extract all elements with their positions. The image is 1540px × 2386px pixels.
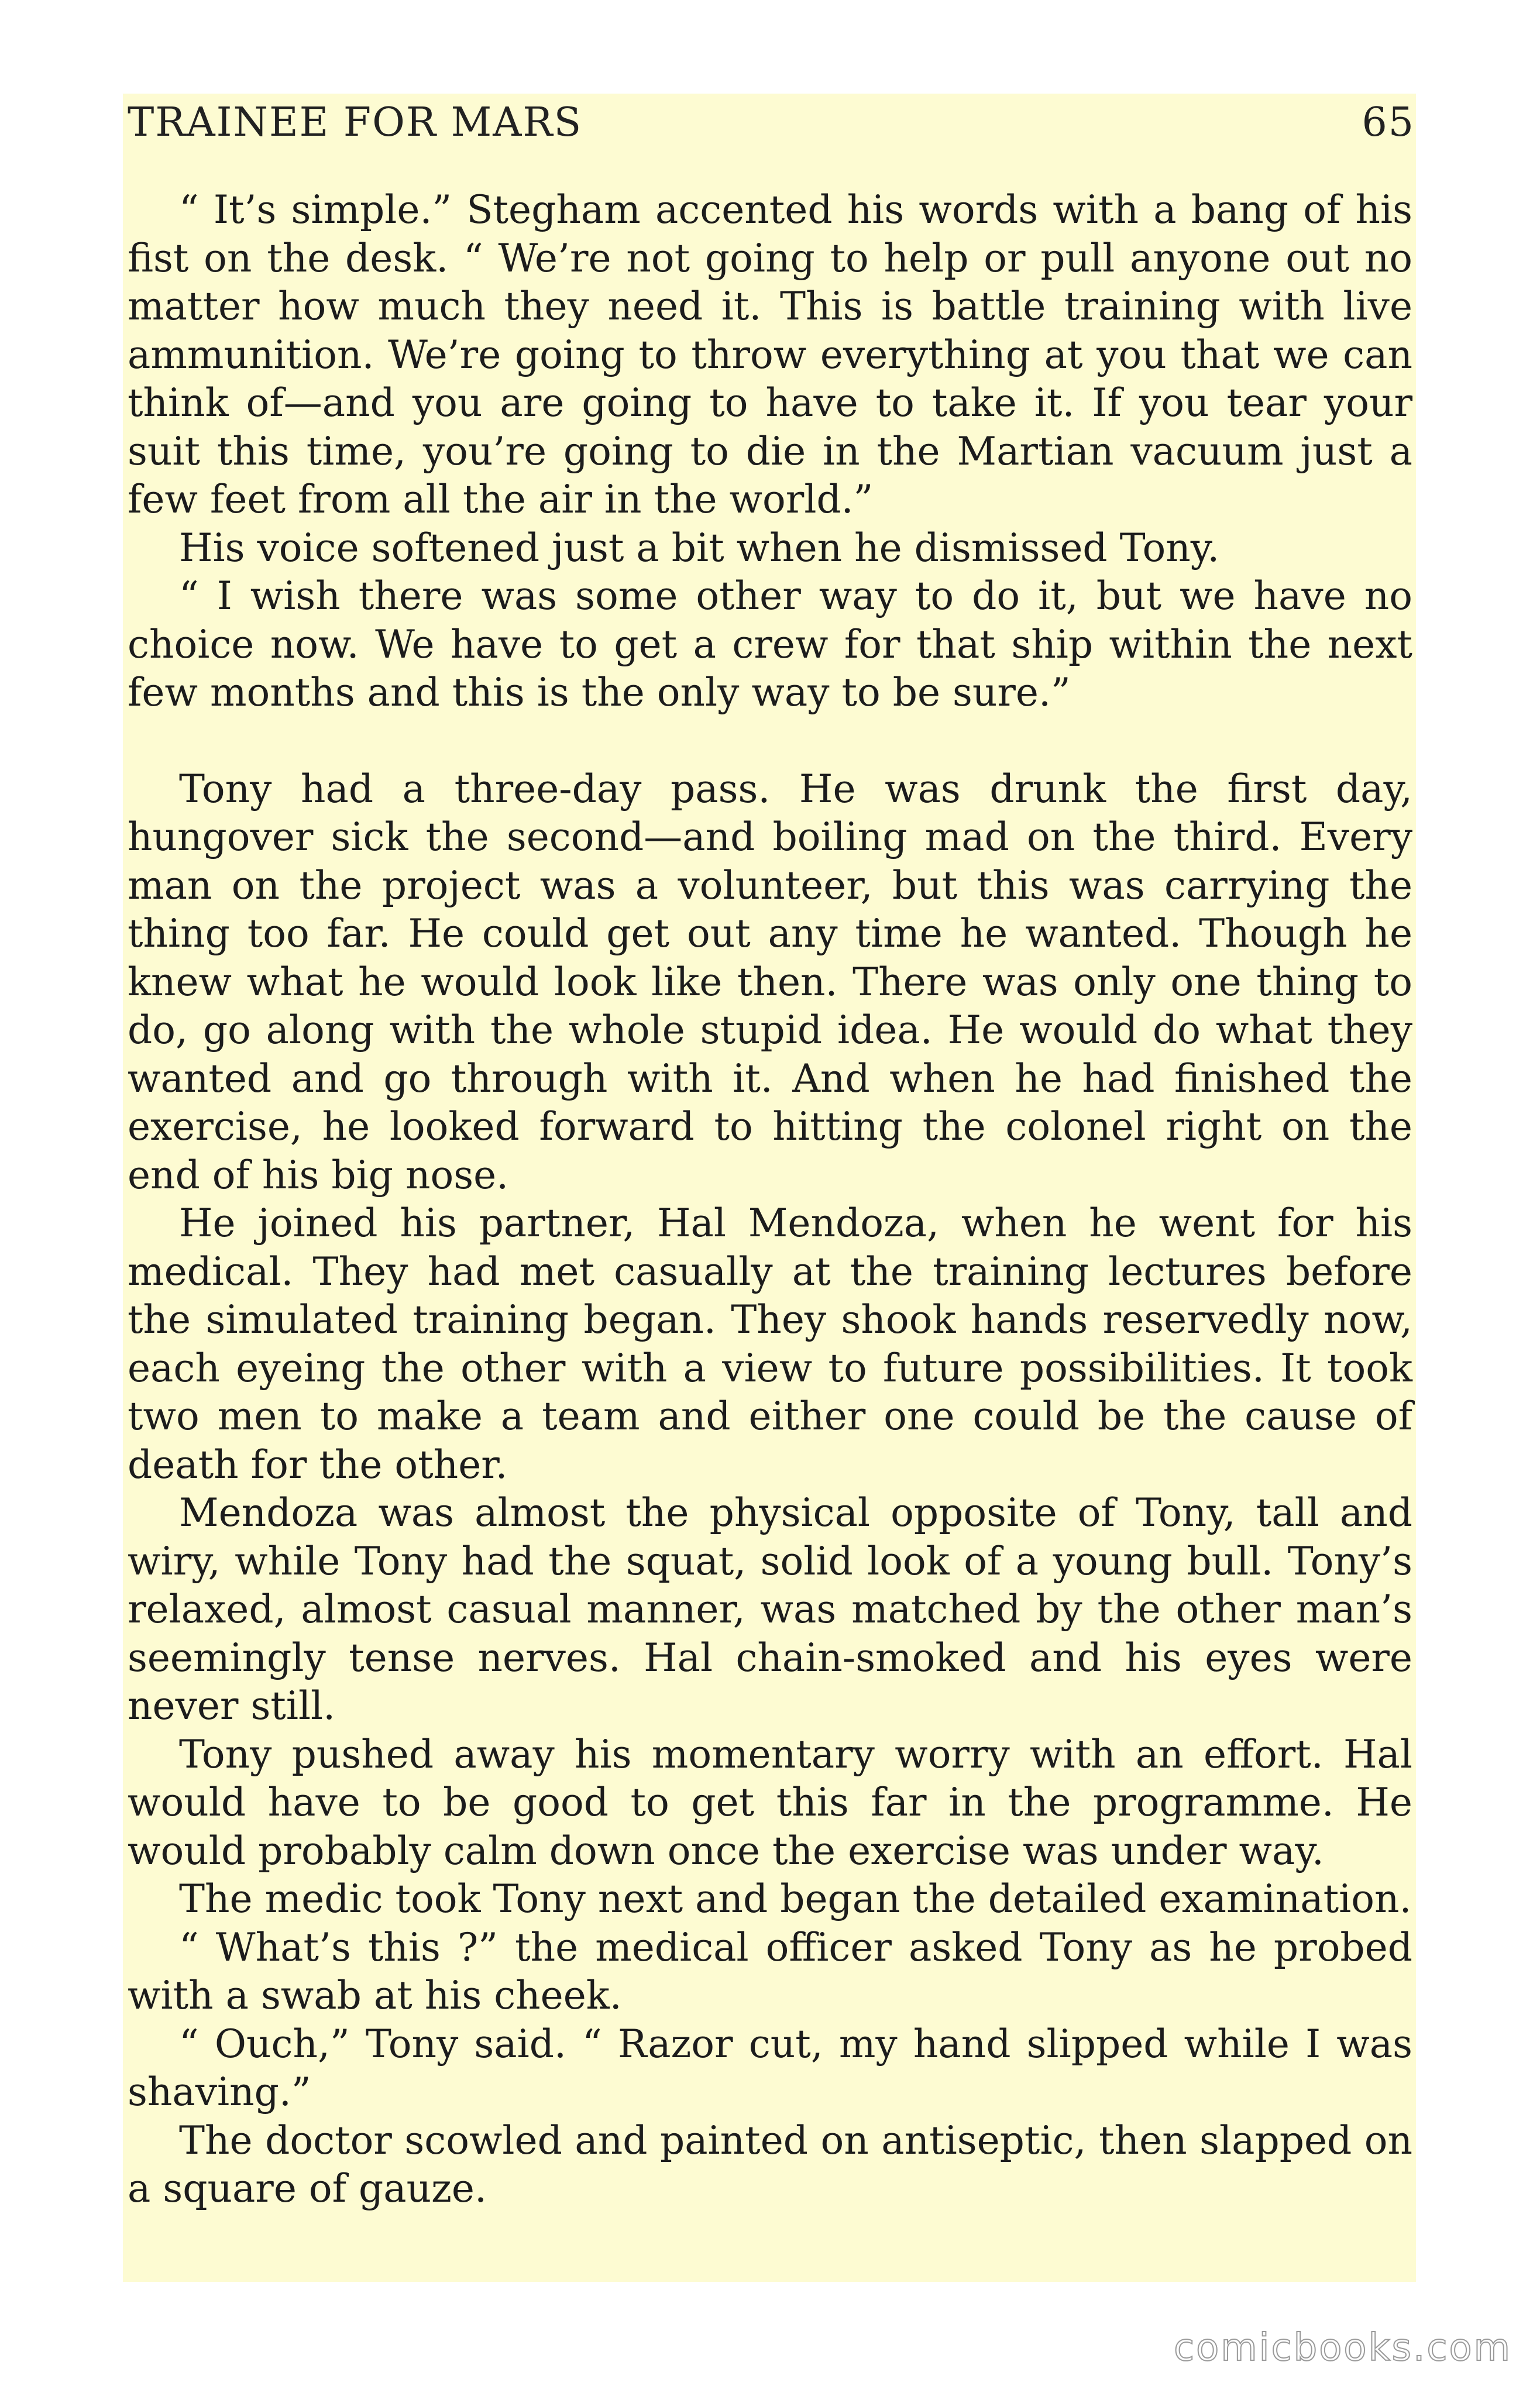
paragraph: “ It’s simple.” Stegham accented his words with a bang of his fist on the desk. “ We’re not going to help or pull anyone out no matter how much they need it. This is battle training with live ammunition. We’re going to throw everything at you that we can think of—and you are going to have to take it. If you tear your suit this time, you’re going to die in the Martian vacuum just a few feet from all the air in the world.” bbox=[128, 187, 1412, 522]
book-title: TRAINEE FOR MARS bbox=[128, 99, 583, 146]
page-number: 65 bbox=[1362, 99, 1415, 146]
paragraph: The doctor scowled and painted on antiseptic, then slapped on a square of gauze. bbox=[128, 2117, 1412, 2211]
paragraph: “ Ouch,” Tony said. “ Razor cut, my hand slipped while I was shaving.” bbox=[128, 2021, 1412, 2115]
paragraph: “ I wish there was some other way to do it, but we have no choice now. We have to get a crew for that ship within the next few months and this is the only way to be sure.” bbox=[128, 573, 1412, 715]
paragraph: He joined his partner, Hal Mendoza, when he went for his medical. They had met casually at the training lectures before the simulated training began. They shook hands reservedly now, each eyeing the other with a view to future possibilities. It took two men to make a team and either one could be the cause of death for the other. bbox=[128, 1201, 1412, 1487]
paragraph: “ What’s this ?” the medical officer asked Tony as he probed with a swab at his cheek. bbox=[128, 1924, 1412, 2018]
paragraph: The medic took Tony next and began the detailed examination. bbox=[179, 1876, 1412, 1921]
watermark: comicbooks.com bbox=[1173, 2326, 1512, 2370]
paragraph: Tony pushed away his momentary worry with an effort. Hal would have to be good to get this far in the programme. He would probably calm down once the exercise was under way. bbox=[128, 1731, 1412, 1873]
text-body bbox=[128, 186, 1412, 2213]
paragraph: Tony had a three-day pass. He was drunk the first day, hungover sick the second—and boiling mad on the third. Every man on the project was a volunteer, but this was carrying the thing too far. He could get out any time he wanted. Though he knew what he would look like then. There was only one thing to do, go along with the whole stupid idea. He would do what they wanted and go through with it. And when he had finished the exercise, he looked forward to hitting the colonel right on the end of his big nose. bbox=[128, 766, 1412, 1198]
paragraph: Mendoza was almost the physical opposite of Tony, tall and wiry, while Tony had the squat, solid look of a young bull. Tony’s relaxed, almost casual manner, was matched by the other man’s seemingly tense nerves. Hal chain-smoked and his eyes were never still. bbox=[128, 1490, 1412, 1728]
running-header bbox=[128, 99, 1415, 158]
paragraph: His voice softened just a bit when he dismissed Tony. bbox=[179, 525, 1220, 570]
